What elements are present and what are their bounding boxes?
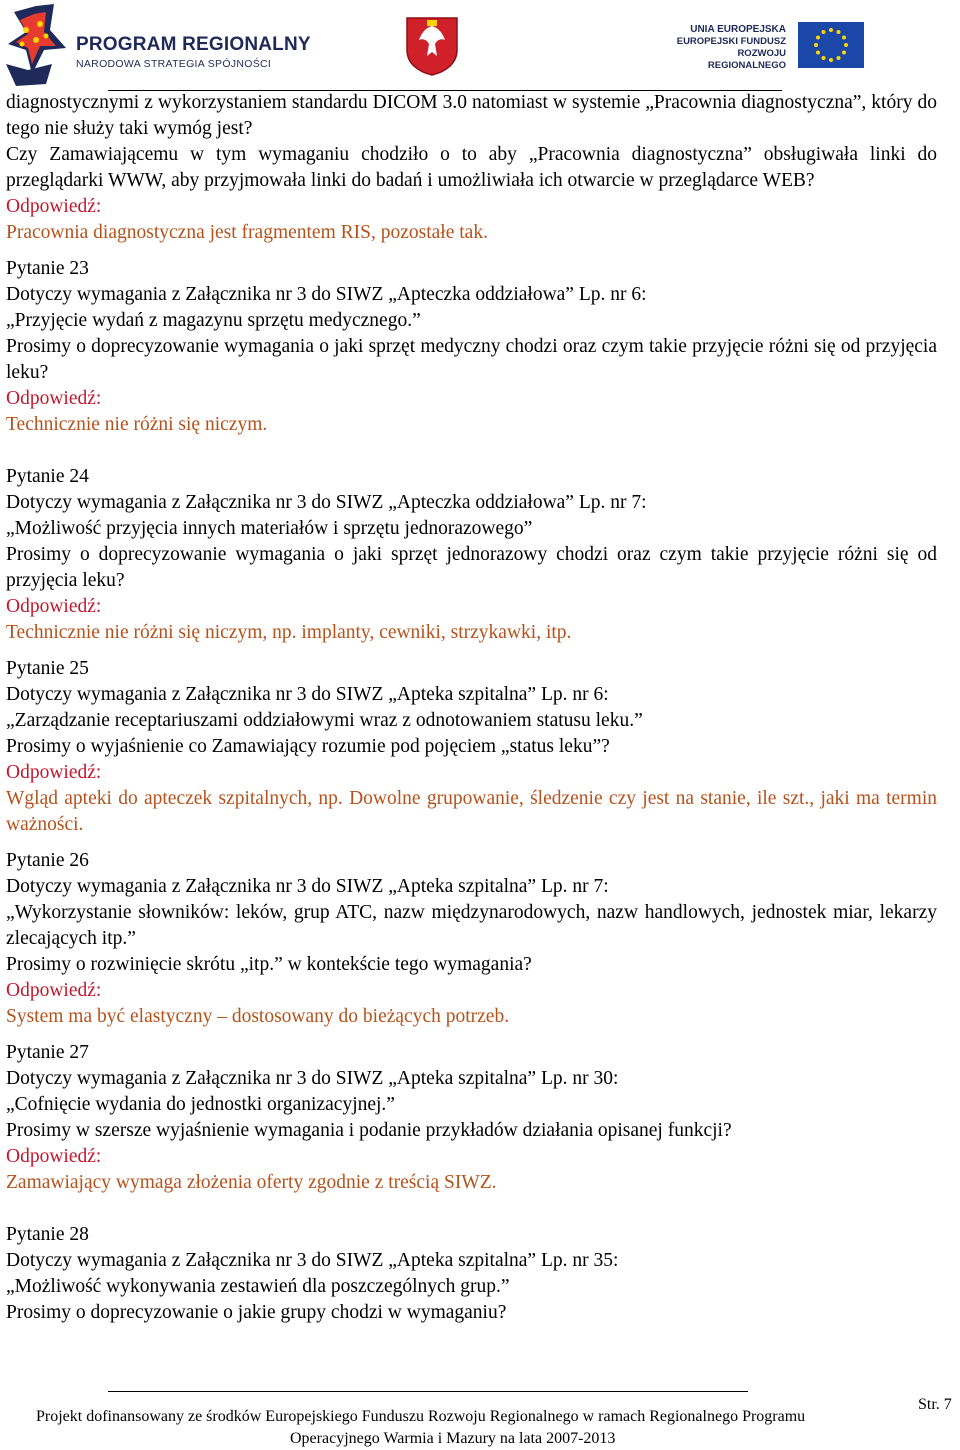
question-answer-26: System ma być elastyczny – dostosowany do bieżących potrzeb.	[6, 1006, 510, 1027]
program-title: PROGRAM REGIONALNY	[76, 34, 311, 55]
question-title-24: Pytanie 24	[6, 466, 89, 487]
question-ref-25: Dotyczy wymagania z Załącznika nr 3 do SIWZ „Apteka szpitalna” Lp. nr 6:	[6, 684, 609, 705]
question-request-25: Prosimy o wyjaśnienie co Zamawiający rozumie pod pojęciem „status leku”?	[6, 736, 610, 757]
question-answer-25: Wgląd apteki do apteczek szpitalnych, np. Dowolne grupowanie, śledzenie czy jest na stanie, ile szt., jaki ma termin ważności.	[6, 788, 937, 835]
question-title-26: Pytanie 26	[6, 850, 89, 871]
question-quote-26: „Wykorzystanie słowników: leków, grup ATC, nazw międzynarodowych, nazw handlowych, jednostek miar, lekarzy zlecających itp.”	[6, 902, 937, 949]
answer-label: Odpowiedź:	[6, 596, 102, 617]
question-ref-23: Dotyczy wymagania z Załącznika nr 3 do SIWZ „Apteczka oddziałowa” Lp. nr 6:	[6, 284, 647, 305]
question-ref-26: Dotyczy wymagania z Załącznika nr 3 do SIWZ „Apteka szpitalna” Lp. nr 7:	[6, 876, 609, 897]
question-title-27: Pytanie 27	[6, 1042, 89, 1063]
question-title-28: Pytanie 28	[6, 1224, 89, 1245]
question-request-28: Prosimy o doprecyzowanie o jakie grupy chodzi w wymaganiu?	[6, 1302, 507, 1323]
program-regionalny-logo	[6, 4, 336, 88]
answer-label: Odpowiedź:	[6, 196, 102, 217]
footer-divider	[108, 1391, 748, 1392]
question-request-23: Prosimy o doprecyzowanie wymagania o jaki sprzęt medyczny chodzi oraz czym takie przyjęcie różni się od przyjęcia leku?	[6, 336, 937, 383]
eu-flag-icon	[798, 22, 864, 68]
question-answer-24: Technicznie nie różni się niczym, np. implanty, cewniki, strzykawki, itp.	[6, 622, 572, 643]
intro-question: Czy Zamawiającemu w tym wymaganiu chodziło o to aby „Pracownia diagnostyczna” obsługiwała linki do przeglądarki WWW, aby przyjmowała linki do badań i umożliwiała ich otwarcie w przeglądarce WEB?	[6, 144, 937, 191]
question-quote-28: „Możliwość wykonywania zestawień dla poszczególnych grup.”	[6, 1276, 510, 1297]
question-ref-24: Dotyczy wymagania z Załącznika nr 3 do SIWZ „Apteczka oddziałowa” Lp. nr 7:	[6, 492, 647, 513]
eu-line-3: ROZWOJU REGIONALNEGO	[707, 48, 786, 71]
footer-line-2: Operacyjnego Warmia i Mazury na lata 2007-2013	[290, 1430, 616, 1447]
footer-line-1: Projekt dofinansowany ze środków Europejskiego Funduszu Rozwoju Regionalnego w ramach Regionalnego Programu	[36, 1408, 806, 1425]
answer-label: Odpowiedź:	[6, 980, 102, 1001]
page-number: Str. 7	[918, 1396, 952, 1413]
question-answer-23: Technicznie nie różni się niczym.	[6, 414, 268, 435]
question-request-27: Prosimy w szersze wyjaśnienie wymagania i podanie przykładów działania opisanej funkcji?	[6, 1120, 732, 1141]
answer-label: Odpowiedź:	[6, 388, 102, 409]
question-quote-24: „Możliwość przyjęcia innych materiałów i sprzętu jednorazowego”	[6, 518, 533, 539]
eu-line-2: EUROPEJSKI FUNDUSZ	[676, 36, 786, 47]
question-title-25: Pytanie 25	[6, 658, 89, 679]
answer-label: Odpowiedź:	[6, 1146, 102, 1167]
answer-label: Odpowiedź:	[6, 762, 102, 783]
question-request-26: Prosimy o rozwinięcie skrótu „itp.” w kontekście tego wymagania?	[6, 954, 532, 975]
program-subtitle: NARODOWA STRATEGIA SPÓJNOŚCI	[76, 58, 272, 70]
program-star-icon	[6, 4, 68, 88]
eu-logo	[640, 20, 870, 70]
regional-crest-icon	[405, 16, 459, 76]
document-body	[6, 90, 937, 1326]
question-request-24: Prosimy o doprecyzowanie wymagania o jaki sprzęt jednorazowy chodzi oraz czym takie przyjęcie różni się od przyjęcia leku?	[6, 544, 937, 591]
intro-continuation: diagnostycznymi z wykorzystaniem standardu DICOM 3.0 natomiast w systemie „Pracownia diagnostyczna”, który do tego nie służy taki wymóg jest?	[6, 92, 937, 139]
question-quote-25: „Zarządzanie receptariuszami oddziałowymi wraz z odnotowaniem statusu leku.”	[6, 710, 643, 731]
intro-answer: Pracownia diagnostyczna jest fragmentem RIS, pozostałe tak.	[6, 222, 488, 243]
question-quote-23: „Przyjęcie wydań z magazynu sprzętu medycznego.”	[6, 310, 421, 331]
question-ref-28: Dotyczy wymagania z Załącznika nr 3 do SIWZ „Apteka szpitalna” Lp. nr 35:	[6, 1250, 619, 1271]
eu-text	[668, 24, 786, 72]
question-quote-27: „Cofnięcie wydania do jednostki organizacyjnej.”	[6, 1094, 395, 1115]
question-answer-27: Zamawiający wymaga złożenia oferty zgodnie z treścią SIWZ.	[6, 1172, 497, 1193]
page-header	[0, 0, 960, 90]
question-title-23: Pytanie 23	[6, 258, 89, 279]
eu-line-1: UNIA EUROPEJSKA	[690, 24, 786, 35]
question-ref-27: Dotyczy wymagania z Załącznika nr 3 do SIWZ „Apteka szpitalna” Lp. nr 30:	[6, 1068, 619, 1089]
